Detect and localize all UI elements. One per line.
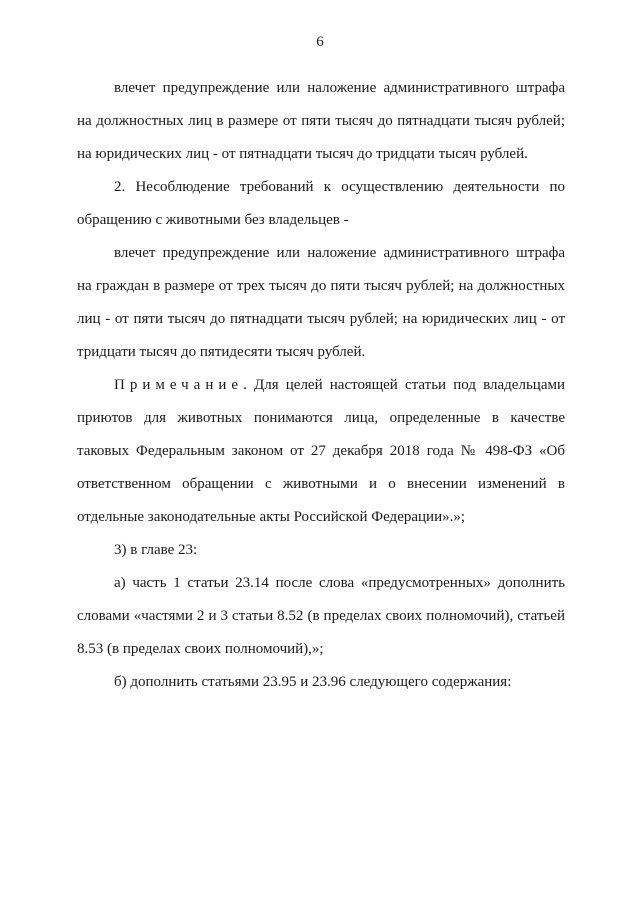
note-label: Примечание	[114, 377, 244, 393]
document-body	[77, 72, 565, 699]
paragraph-sub-a: а) часть 1 статьи 23.14 после слова «предусмотренных» дополнить словами «частями 2 и 3 статьи 8.52 (в пределах своих полномочий), статьей 8.53 (в пределах своих полномочий),»;	[77, 575, 565, 657]
paragraph-chapter-23: 3) в главе 23:	[114, 542, 198, 558]
paragraph-penalty-officials: влечет предупреждение или наложение административного штрафа на должностных лиц в размере от пяти тысяч до пятнадцати тысяч рублей; на юридических лиц - от пятнадцати тысяч до тридцати тысяч рублей.	[77, 80, 565, 162]
paragraph-sub-b: б) дополнить статьями 23.95 и 23.96 следующего содержания:	[114, 674, 512, 690]
note-text: . Для целей настоящей статьи под владельцами приютов для животных понимаются лица, определенные в качестве таковых Федеральным законом от 27 декабря 2018 года № 498-ФЗ «Об ответственном обращении с животными и о внесении изменений в отдельные законодательные акты Российской Федерации».»;	[77, 377, 565, 525]
page-number: 6	[316, 34, 324, 50]
paragraph-note	[77, 369, 565, 534]
paragraph-penalty-citizens: влечет предупреждение или наложение административного штрафа на граждан в размере от трех тысяч до пяти тысяч рублей; на должностных лиц - от пяти тысяч до пятнадцати тысяч рублей; на юридических лиц - от тридцати тысяч до пятидесяти тысяч рублей.	[77, 245, 565, 360]
paragraph-item-2: 2. Несоблюдение требований к осуществлению деятельности по обращению с животными без владельцев -	[77, 179, 565, 228]
